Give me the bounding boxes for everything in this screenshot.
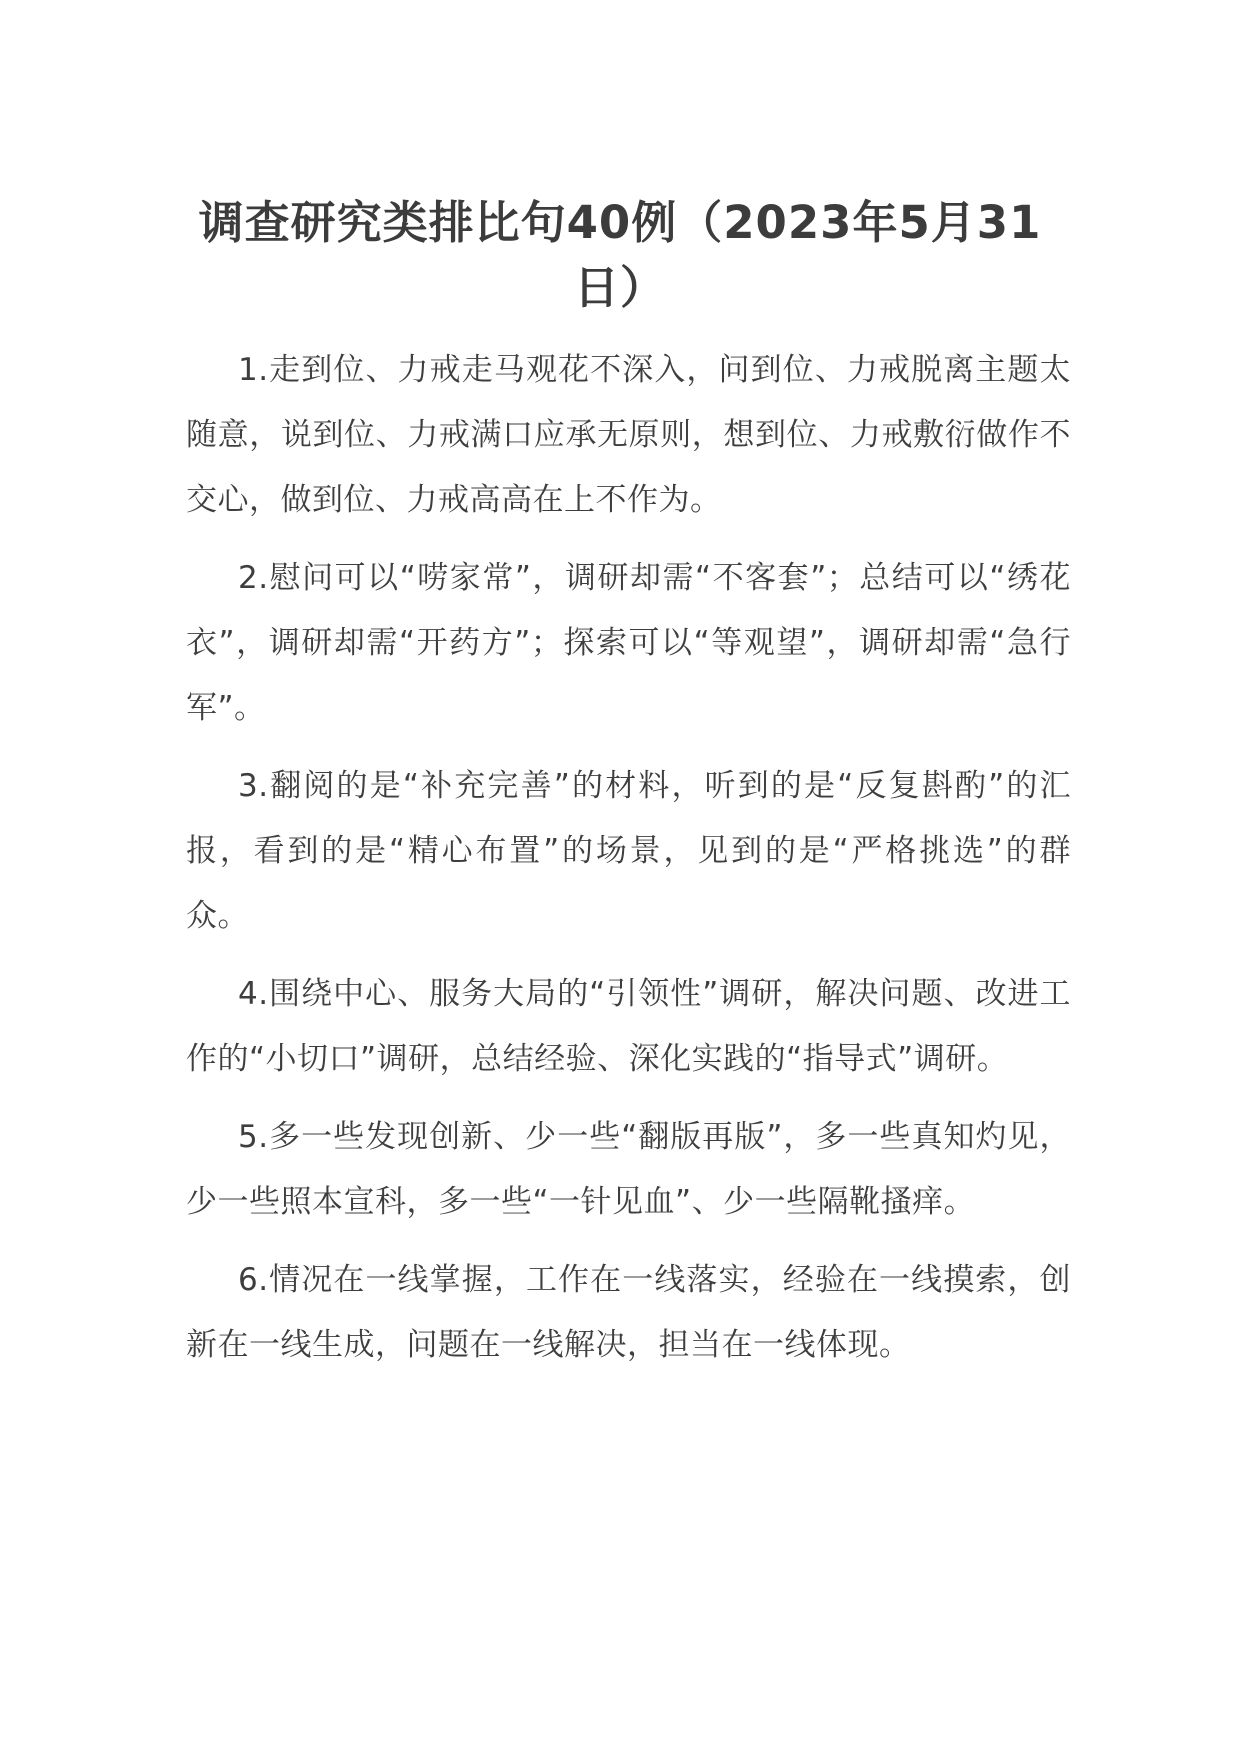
paragraph-1: 1.走到位、力戒走马观花不深入，问到位、力戒脱离主题太随意，说到位、力戒满口应承无原则，想到位、力戒敷衍做作不交心，做到位、力戒高高在上不作为。: [186, 352, 1071, 518]
paragraph-3: 3.翻阅的是“补充完善”的材料，听到的是“反复斟酌”的汇报，看到的是“精心布置”的场景，见到的是“严格挑选”的群众。: [186, 768, 1071, 934]
document-title: 调查研究类排比句40例（2023年5月31日）: [198, 196, 1042, 314]
paragraph-5: 5.多一些发现创新、少一些“翻版再版”，多一些真知灼见，少一些照本宣科，多一些“一针见血”、少一些隔靴搔痒。: [186, 1119, 1071, 1220]
paragraph-6: 6.情况在一线掌握，工作在一线落实，经验在一线摸索，创新在一线生成，问题在一线解决，担当在一线体现。: [186, 1262, 1071, 1363]
document-body: [186, 338, 1071, 1391]
paragraph-2: 2.慰问可以“唠家常”，调研却需“不客套”；总结可以“绣花衣”，调研却需“开药方”；探索可以“等观望”，调研却需“急行军”。: [186, 560, 1071, 726]
paragraph-4: 4.围绕中心、服务大局的“引领性”调研，解决问题、改进工作的“小切口”调研，总结经验、深化实践的“指导式”调研。: [186, 976, 1071, 1077]
